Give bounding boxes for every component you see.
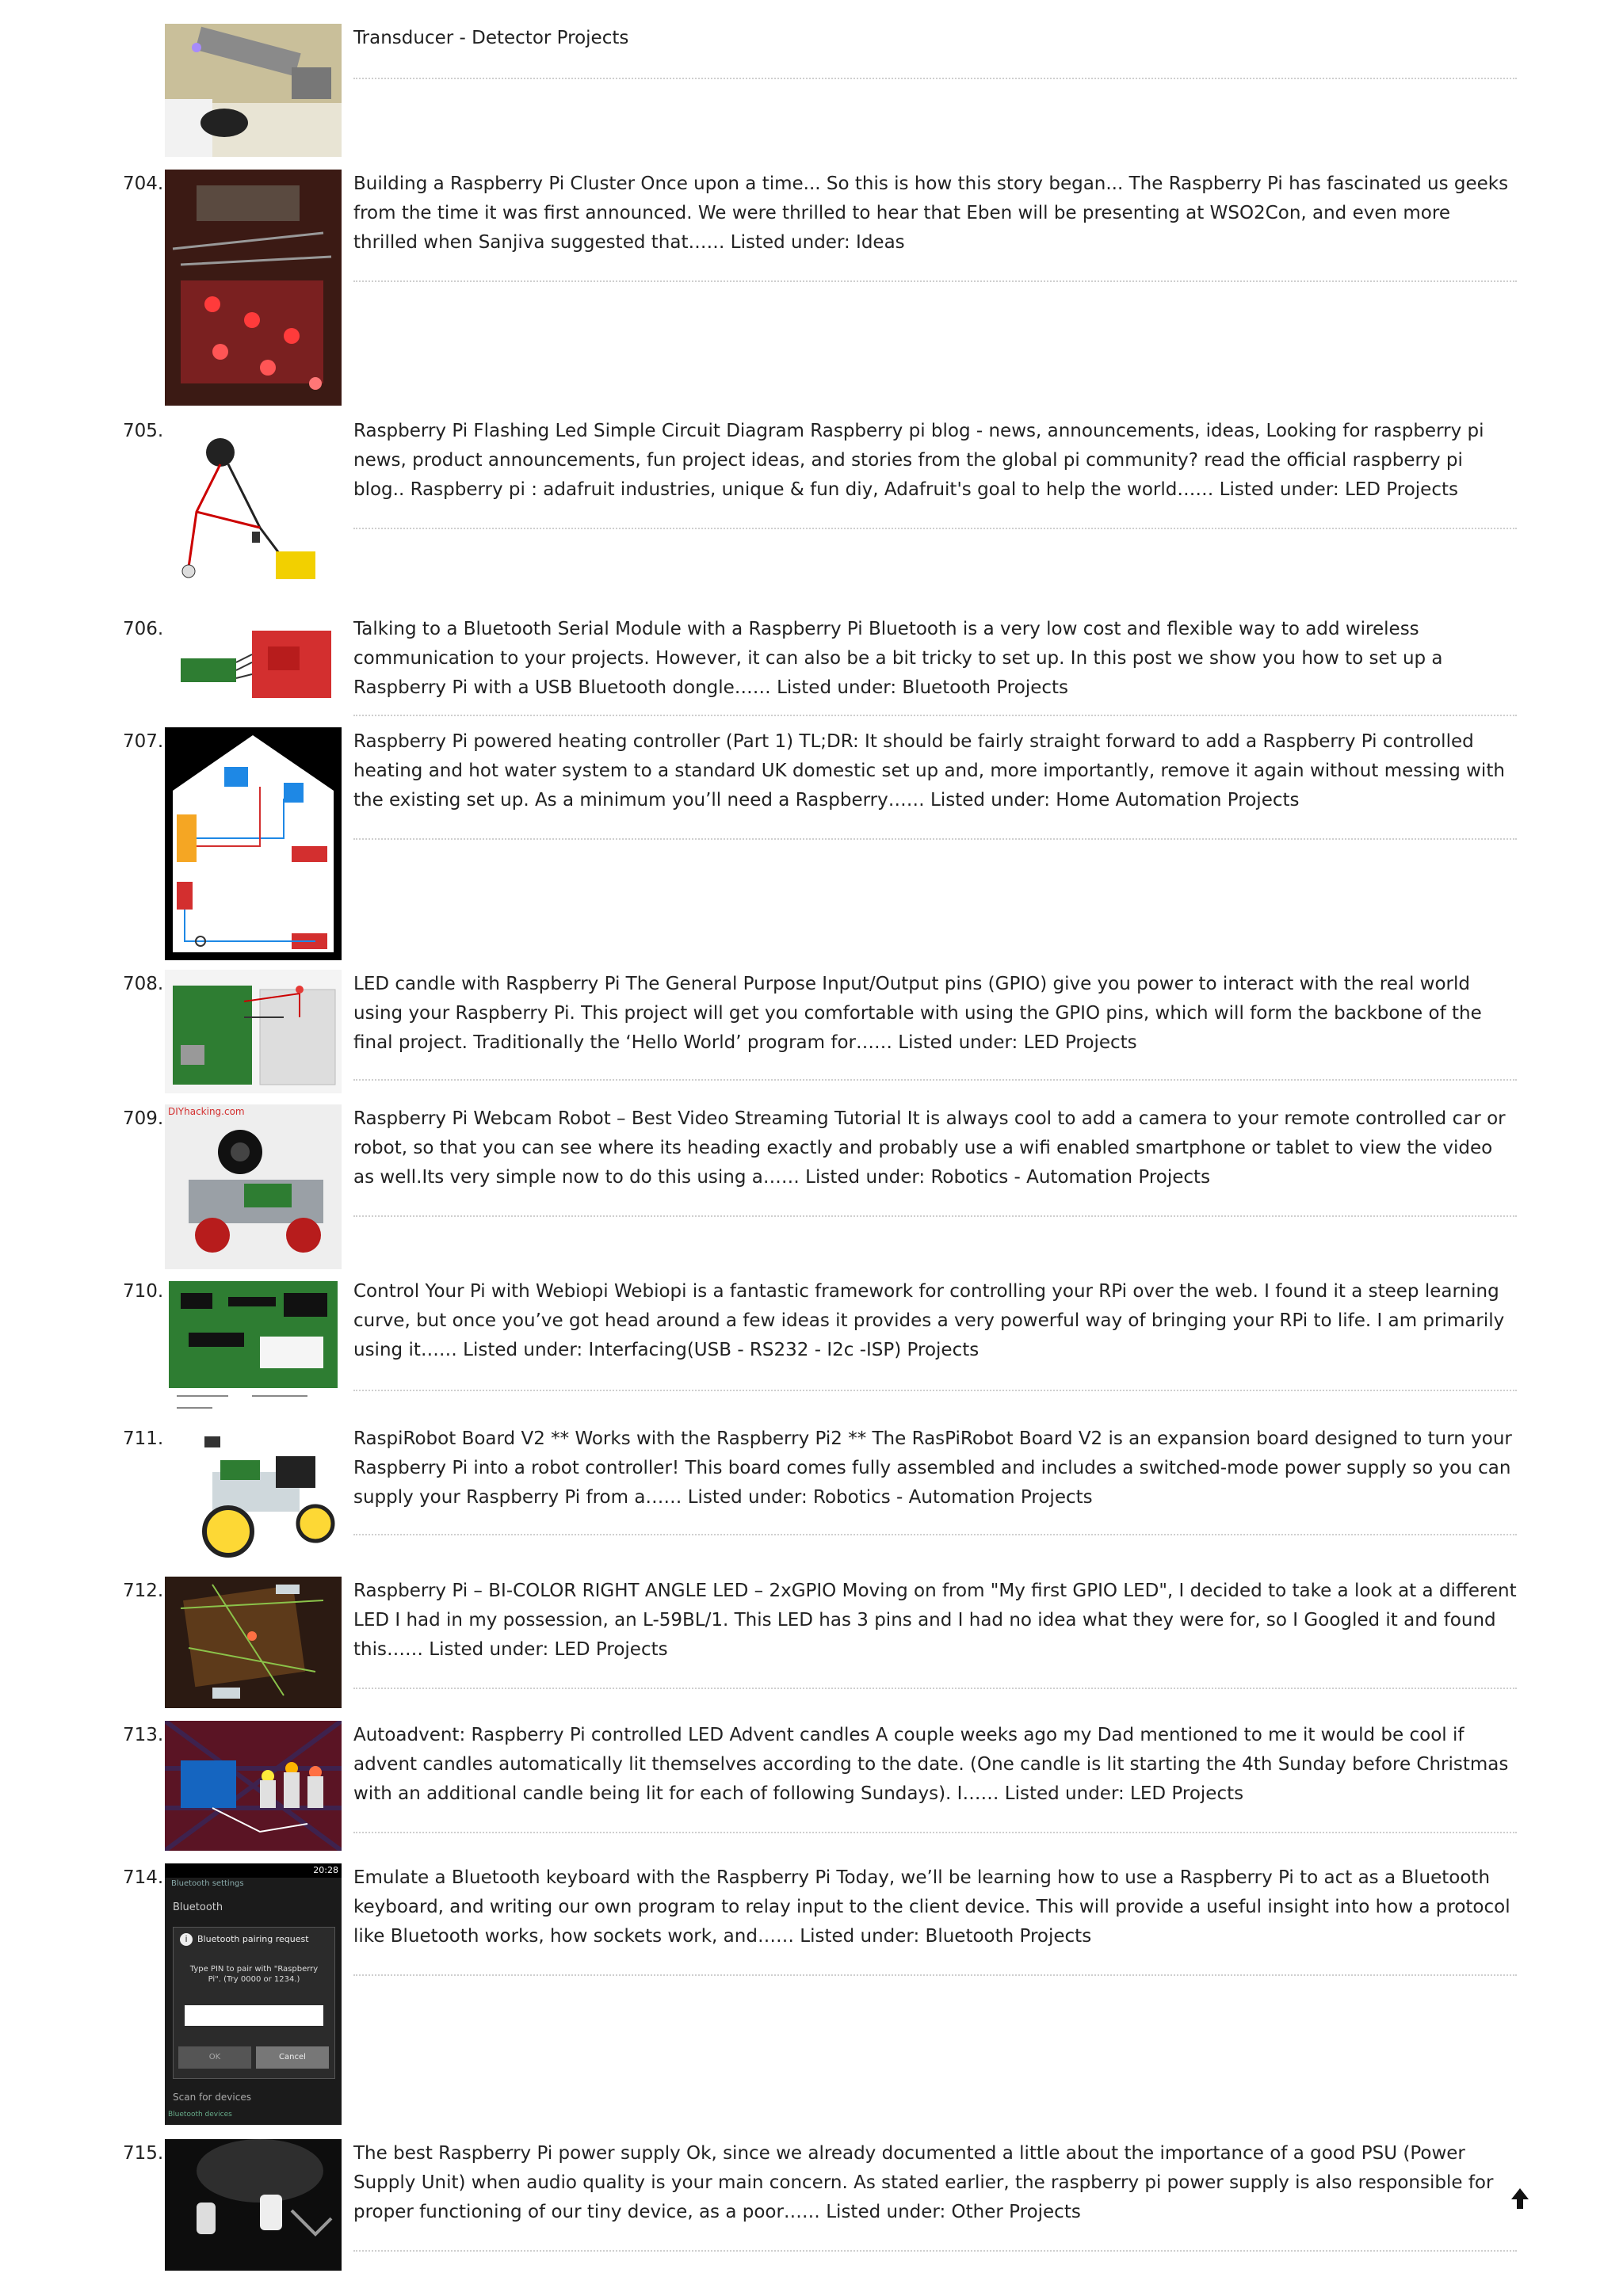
divider [353, 78, 1517, 79]
mouse-photo-icon[interactable] [165, 24, 342, 157]
divider [353, 1390, 1517, 1391]
dialog-title: Bluetooth pairing request [197, 1934, 309, 1944]
breadboard-icon[interactable] [165, 970, 342, 1093]
webcam-robot-icon[interactable] [165, 1104, 342, 1269]
project-description[interactable]: Control Your Pi with Webiopi Webiopi is a fantastic framework for controlling your RPi over the web. I found it a steep learning curve, but once you’ve got head around a few ideas it provides a very powerful way of bringing your RPi to life. I am primarily using it…… Listed under: Interfacing(USB - RS232 - I2c -ISP) Projects [353, 1281, 1505, 1360]
dark-usb-plugs-icon[interactable] [165, 2139, 342, 2271]
devices-label: Bluetooth devices [168, 2111, 232, 2119]
robot-car-icon[interactable] [165, 1425, 342, 1567]
project-description[interactable]: Emulate a Bluetooth keyboard with the Raspberry Pi Today, we’ll be learning how to use a Raspberry Pi to act as a Bluetooth keyboard, and writing our own program to relay input to the client device. This will provide a useful insight into how a protocol like Bluetooth works, how sockets work, and…… Listed under: Bluetooth Projects [353, 1867, 1510, 1947]
item-number: 707. [123, 731, 164, 752]
project-description[interactable]: Building a Raspberry Pi Cluster Once upon a time... So this is how this story began... The Raspberry Pi has fascinated us geeks from the time it was first announced. We were thrilled to hear that Eben will be presenting at WSO2Con, and even more thrilled when Sanjiva suggested that…… Listed under: Ideas [353, 174, 1509, 253]
item-number: 712. [123, 1581, 164, 1601]
divider [353, 528, 1517, 529]
bluetooth-module-icon[interactable] [165, 615, 342, 713]
item-number: 710. [123, 1281, 164, 1302]
info-icon: i [180, 1933, 193, 1946]
arrow-up-icon[interactable] [1510, 2187, 1530, 2210]
project-description[interactable]: Talking to a Bluetooth Serial Module with a Raspberry Pi Bluetooth is a very low cost and flexible way to add wireless communication to your projects. However, it can also be a bit tricky to set up. In this post we show you how to set up a Raspberry Pi with a USB Bluetooth dongle…… Listed under: Bluetooth Projects [353, 619, 1443, 698]
project-description[interactable]: Autoadvent: Raspberry Pi controlled LED Advent candles A couple weeks ago my Dad mentioned to me it would be cool if advent candles automatically lit themselves according to the date. (One candle is lit starting the 4th Sunday before Christmas with an additional candle being lit for each of following Sundays). I…… Listed under: LED Projects [353, 1725, 1509, 1804]
item-number: 705. [123, 421, 164, 441]
pin-input[interactable] [185, 2005, 323, 2026]
scan-label: Scan for devices [173, 2092, 251, 2103]
project-description[interactable]: Raspberry Pi Webcam Robot – Best Video Streaming Tutorial It is always cool to add a camera to your remote controlled car or robot, so that you can see where its heading exactly and probably use a wifi enabled smartphone or tablet to view the video as well.Its very simple now to do this using a…… Listed under: Robotics - Automation Projects [353, 1108, 1506, 1188]
bicolor-led-icon[interactable] [165, 1577, 342, 1708]
android-bluetooth-screenshot-icon[interactable] [165, 1863, 342, 2125]
divider [353, 280, 1517, 282]
divider [353, 1534, 1517, 1535]
divider [353, 715, 1517, 716]
item-number: 714. [123, 1867, 164, 1888]
project-description[interactable]: RaspiRobot Board V2 ** Works with the Raspberry Pi2 ** The RasPiRobot Board V2 is an expansion board designed to turn your Raspberry Pi into a robot controller! This board comes fully assembled and includes a switched-mode power supply so you can supply your Raspberry Pi from a…… Listed under: Robotics - Automation Projects [353, 1428, 1512, 1508]
divider [353, 2250, 1517, 2252]
ok-button[interactable]: OK [178, 2046, 251, 2069]
circuit-diagram-icon[interactable] [165, 417, 342, 594]
item-number: 706. [123, 619, 164, 639]
green-board-icon[interactable] [165, 1277, 342, 1417]
divider [353, 1215, 1517, 1217]
project-description[interactable]: LED candle with Raspberry Pi The General Purpose Input/Output pins (GPIO) give you power to interact with the real world using your Raspberry Pi. This project will get you comfortable with using the GPIO pins, which will form the backbone of the final project. Traditionally the ‘Hello World’ program for…… Listed under: LED Projects [353, 974, 1482, 1053]
divider [353, 1832, 1517, 1833]
divider [353, 838, 1517, 840]
status-time: 20:28 [313, 1865, 338, 1875]
item-number: 704. [123, 174, 164, 194]
advent-candles-icon[interactable] [165, 1721, 342, 1851]
divider [353, 1688, 1517, 1689]
divider [353, 1974, 1517, 1976]
project-description[interactable]: Transducer - Detector Projects [353, 28, 629, 48]
project-description[interactable]: Raspberry Pi – BI-COLOR RIGHT ANGLE LED – 2xGPIO Moving on from "My first GPIO LED", I decided to take a look at a different LED I had in my possession, an L-59BL/1. This LED has 3 pins and I had no idea what they were for, so I Googled it and found this…… Listed under: LED Projects [353, 1581, 1517, 1660]
project-description[interactable]: Raspberry Pi Flashing Led Simple Circuit Diagram Raspberry pi blog - news, announcements, ideas, Looking for raspberry pi news, product announcements, fun project ideas, and stories from the global pi community? read the official raspberry pi blog.. Raspberry pi : adafruit industries, unique & fun diy, Adafruit's goal to help the world…… Listed under: LED Projects [353, 421, 1484, 500]
screen-row: Bluetooth [173, 1901, 223, 1913]
screen-header: Bluetooth settings [171, 1879, 244, 1888]
project-description[interactable]: Raspberry Pi powered heating controller (Part 1) TL;DR: It should be fairly straight forward to add a Raspberry Pi controlled heating and hot water system to a standard UK domestic set up and, more importantly, remove it again without messing with the existing set up. As a minimum you’ll need a Raspberry…… Listed under: Home Automation Projects [353, 731, 1505, 810]
item-number: 713. [123, 1725, 164, 1745]
item-number: 715. [123, 2143, 164, 2164]
project-description[interactable]: The best Raspberry Pi power supply Ok, since we already documented a little about the importance of a good PSU (Power Supply Unit) when audio quality is your main concern. As stated earlier, the raspberry pi power supply is also responsible for proper functioning of our tiny device, as a poor…… Listed under: Other Projects [353, 2143, 1494, 2222]
thumb-caption: DIYhacking.com [168, 1106, 245, 1117]
divider [353, 1079, 1517, 1081]
pairing-dialog [173, 1927, 335, 2079]
cluster-photo-icon[interactable] [165, 170, 342, 406]
cancel-button[interactable]: Cancel [256, 2046, 329, 2069]
item-number: 708. [123, 974, 164, 994]
dialog-body: Type PIN to pair with "Raspberry Pi". (Try 0000 or 1234.) [189, 1965, 319, 1984]
status-bar [165, 1863, 342, 1878]
item-number: 711. [123, 1428, 164, 1449]
house-diagram-icon[interactable] [165, 727, 342, 960]
item-number: 709. [123, 1108, 164, 1129]
